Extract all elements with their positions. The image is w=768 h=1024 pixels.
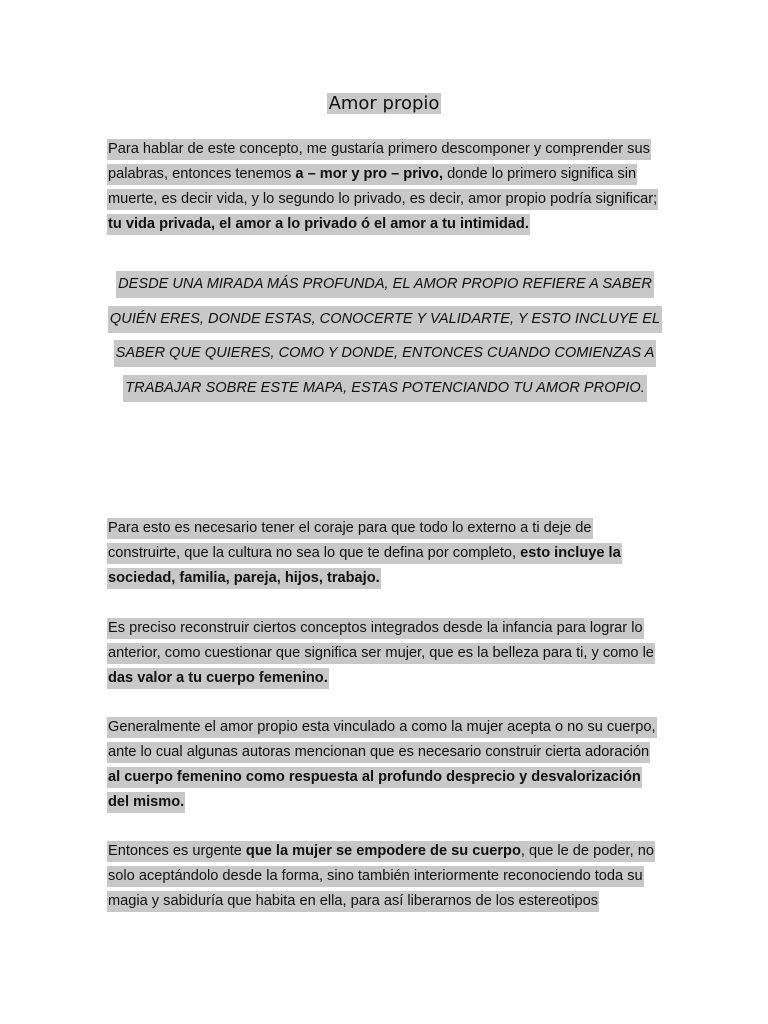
paragraph-2-text xyxy=(107,518,622,589)
document-title-text: Amor propio xyxy=(328,93,440,114)
paragraph-5-text xyxy=(107,841,655,912)
paragraph-4-bold-1: al cuerpo femenino como respuesta al profundo desprecio y desvalorización del mismo. xyxy=(108,769,641,810)
paragraph-1 xyxy=(107,137,663,237)
paragraph-1-text xyxy=(107,139,658,235)
paragraph-3-run-1: Es preciso reconstruir ciertos conceptos integrados desde la infancia para lograr lo anterior, como cuestionar que significa ser mujer, que es la belleza para ti, y como le xyxy=(108,620,654,661)
paragraph-1-run-1: Para hablar de este concepto, me gustaría primero descomponer y comprender sus palabras, entonces tenemos xyxy=(108,141,650,182)
paragraph-5 xyxy=(107,839,663,914)
paragraph-4 xyxy=(107,715,663,815)
paragraph-1-bold-2: tu vida privada, el amor a lo privado ó el amor a tu intimidad. xyxy=(108,216,529,232)
paragraph-3-text xyxy=(107,618,655,689)
paragraph-5-run-1: Entonces es urgente xyxy=(108,843,246,859)
paragraph-4-run-1: Generalmente el amor propio esta vinculado a como la mujer acepta o no su cuerpo, ante lo cual algunas autoras mencionan que es necesario construir cierta adoración xyxy=(108,719,656,760)
paragraph-3-bold-1: das valor a tu cuerpo femenino. xyxy=(108,670,328,686)
paragraph-4-text xyxy=(107,717,657,813)
highlighted-quote-text: DESDE UNA MIRADA MÁS PROFUNDA, EL AMOR PROPIO REFIERE A SABER QUIÉN ERES, DONDE ESTAS, CONOCERTE Y VALIDARTE, Y ESTO INCLUYE EL SABER QUE QUIERES, COMO Y DONDE, ENTONCES CUANDO COMIENZAS A TRABAJAR SOBRE ESTE MAPA, ESTAS POTENCIANDO TU AMOR PROPIO. xyxy=(108,271,662,402)
paragraph-3 xyxy=(107,616,663,691)
paragraph-2-run-1: Para esto es necesario tener el coraje para que todo lo externo a ti deje de construirte, que la cultura no sea lo que te defina por completo, xyxy=(108,520,592,561)
highlighted-quote xyxy=(104,267,666,405)
paragraph-2 xyxy=(107,516,663,591)
paragraph-5-run-2: , que le de poder, no solo aceptándolo desde la forma, sino también interiormente reconociendo toda su magia y sabiduría que habita en ella, para así liberarnos de los estereotipos xyxy=(108,843,654,909)
document-title xyxy=(0,91,768,117)
paragraph-1-run-2: donde lo primero significa sin muerte, es decir vida, y lo segundo lo privado, es decir, amor propio podría significar; xyxy=(108,166,658,207)
paragraph-2-bold-1: esto incluye la sociedad, familia, pareja, hijos, trabajo. xyxy=(108,545,621,586)
paragraph-5-bold-1: que la mujer se empodere de su cuerpo xyxy=(245,843,521,859)
paragraph-1-bold-1: a – mor y pro – privo, xyxy=(295,166,444,182)
